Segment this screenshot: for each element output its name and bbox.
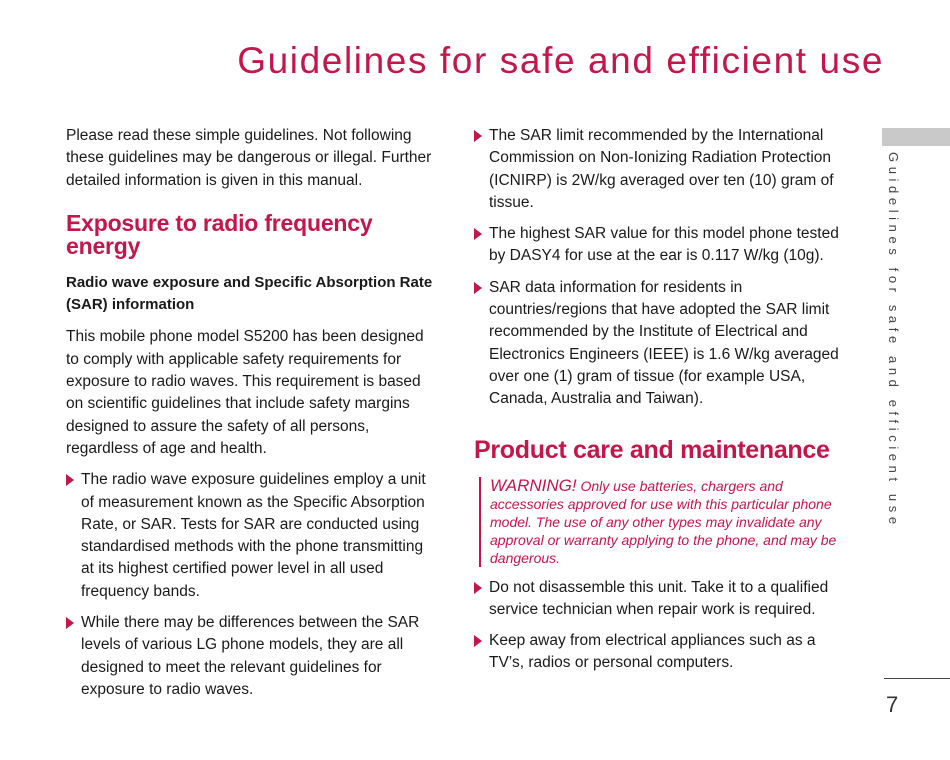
subheading-sar: Radio wave exposure and Specific Absorption Rate (SAR) information	[66, 273, 433, 314]
care-bullet-list	[474, 577, 850, 675]
warning-label: WARNING!	[490, 475, 577, 495]
triangle-bullet-icon	[474, 130, 482, 142]
side-tab-label: Guidelines for safe and efficient use	[886, 152, 901, 529]
list-item-text: The SAR limit recommended by the International Commission on Non-Ionizing Radiation Protection (ICNIRP) is 2W/kg averaged over ten (10) gram of tissue.	[489, 127, 834, 211]
list-item	[66, 612, 438, 701]
list-item	[474, 577, 850, 622]
list-item	[474, 630, 850, 675]
list-item-text: While there may be differences between the SAR levels of various LG phone models, they are all designed to meet the relevant guidelines for exposure to radio waves.	[81, 614, 420, 698]
body-text: This mobile phone model S5200 has been designed to comply with applicable safety requirements for exposure to radio waves. This requirement is based on scientific guidelines that include safety margins designed to assure the safety of all persons, regardless of age and health.	[66, 328, 424, 457]
warning-box	[479, 477, 850, 567]
left-column	[66, 125, 438, 710]
right-column	[474, 125, 850, 684]
left-bullet-list	[66, 469, 438, 701]
list-item	[474, 223, 850, 268]
list-item-text: Do not disassemble this unit. Take it to a qualified service technician when repair work is required.	[489, 578, 829, 618]
right-bullet-list	[474, 125, 850, 411]
section-heading-exposure: Exposure to radio frequency energy	[66, 209, 373, 259]
triangle-bullet-icon	[66, 474, 74, 486]
triangle-bullet-icon	[474, 635, 482, 647]
triangle-bullet-icon	[474, 228, 482, 240]
page-title: Guidelines for safe and efficient use	[237, 40, 884, 81]
side-tab	[882, 128, 950, 146]
warning-text: Only use batteries, chargers and accessories approved for use with this particular phone model. The use of any other types may invalidate any approval or warranty applying to the phone, and may be dangerous.	[490, 477, 837, 566]
list-item	[474, 277, 850, 411]
list-item	[66, 469, 438, 603]
page-number: 7	[886, 692, 899, 717]
list-item-text: Keep away from electrical appliances such as a TV’s, radios or personal computers.	[489, 632, 816, 672]
list-item-text: SAR data information for residents in countries/regions that have adopted the SAR limit recommended by the Institute of Electrical and Electronics Engineers (IEEE) is 1.6 W/kg averaged over one (1) gram of tissue (for example USA, Canada, Australia and Taiwan).	[489, 278, 839, 408]
intro-text: Please read these simple guidelines. Not following these guidelines may be dangerous or illegal. Further detailed information is given in this manual.	[66, 127, 432, 189]
list-item-text: The radio wave exposure guidelines employ a unit of measurement known as the Specific Absorption Rate, or SAR. Tests for SAR are conducted using standardised methods with the phone transmitting at its highest certified power level in all used frequency bands.	[81, 471, 426, 600]
list-item	[474, 125, 850, 214]
section-heading-product-care: Product care and maintenance	[474, 435, 830, 464]
triangle-bullet-icon	[474, 282, 482, 294]
triangle-bullet-icon	[474, 582, 482, 594]
page-number-rule	[884, 678, 950, 679]
triangle-bullet-icon	[66, 617, 74, 629]
list-item-text: The highest SAR value for this model phone tested by DASY4 for use at the ear is 0.117 W/kg (10g).	[489, 225, 839, 265]
